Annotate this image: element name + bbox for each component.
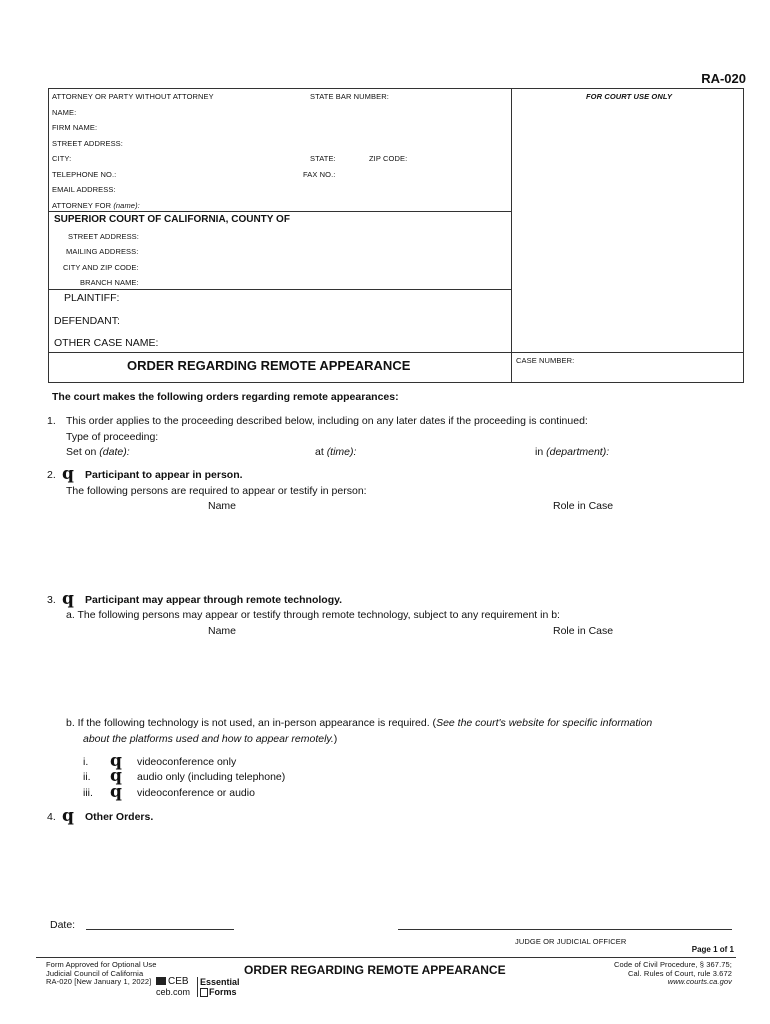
form-id: RA-020	[701, 71, 746, 86]
footer-title: ORDER REGARDING REMOTE APPEARANCE	[244, 963, 506, 977]
city-label: CITY:	[52, 154, 72, 163]
forms-text: Forms	[209, 987, 237, 997]
time-label: (time):	[326, 446, 357, 458]
item3-title: Participant may appear through remote technology.	[85, 594, 343, 606]
court-street-label: STREET ADDRESS:	[68, 232, 139, 241]
item3-checkbox[interactable]: q	[62, 589, 74, 609]
proceeding-type-label: Type of proceeding:	[66, 431, 159, 443]
item3b-italic: See the court's website for specific information	[436, 717, 653, 729]
ceb-url: ceb.com	[156, 987, 191, 997]
divider-attorney	[48, 211, 512, 212]
divider-parties	[48, 352, 512, 353]
item3b-prefix: b. If the following technology is not used, an in-person appearance is required. (	[66, 717, 437, 729]
court-title: SUPERIOR COURT OF CALIFORNIA, COUNTY OF	[54, 214, 290, 225]
street-label: STREET ADDRESS:	[52, 139, 123, 148]
item4-title: Other Orders.	[85, 811, 154, 823]
set-on-label	[66, 446, 130, 458]
option-ii-checkbox[interactable]: q	[110, 766, 122, 786]
state-label: STATE:	[310, 154, 336, 163]
item2-number: 2.	[47, 469, 56, 481]
option-ii-label: audio only (including telephone)	[137, 771, 286, 783]
in-text: in	[535, 446, 544, 458]
intro-text: The court makes the following orders regarding remote appearances:	[52, 391, 399, 403]
option-i-number: i.	[83, 756, 89, 768]
divider-case-number	[511, 352, 744, 353]
code-line-1: Code of Civil Procedure, § 367.75;	[613, 960, 732, 969]
ceb-text: CEB	[168, 976, 189, 987]
defendant-label: DEFENDANT:	[54, 315, 120, 327]
item2-text: The following persons are required to appear or testify in person:	[66, 485, 367, 497]
approved-line-2: Judicial Council of California	[46, 968, 144, 978]
attorney-for-label	[52, 201, 140, 210]
footer-rule	[36, 957, 736, 958]
attorney-label: ATTORNEY OR PARTY WITHOUT ATTORNEY	[52, 92, 214, 101]
date-line[interactable]	[86, 929, 234, 930]
code-line-2: Cal. Rules of Court, rule 3.672	[628, 968, 732, 978]
option-iii-label: videoconference or audio	[137, 787, 255, 799]
plaintiff-label: PLAINTIFF:	[64, 292, 120, 304]
essential-forms-logo	[200, 977, 240, 997]
item3-number: 3.	[47, 594, 56, 606]
item1-number: 1.	[47, 415, 56, 427]
divider-court	[48, 289, 512, 290]
item3-role-header: Role in Case	[553, 625, 614, 637]
telephone-label: TELEPHONE NO.:	[52, 170, 117, 179]
code-citation	[614, 961, 732, 987]
time-label-wrap	[315, 446, 356, 458]
item1-text: This order applies to the proceeding described below, including on any later dates if the proceeding is continued:	[66, 415, 588, 427]
forms-mark-icon	[200, 988, 208, 997]
caption-divider	[511, 88, 512, 383]
item4-checkbox[interactable]: q	[62, 806, 74, 826]
case-number-label: CASE NUMBER:	[516, 356, 575, 365]
attorney-for-name: (name):	[113, 201, 140, 210]
department-label-wrap	[535, 446, 609, 458]
state-bar-label: STATE BAR NUMBER:	[310, 92, 389, 101]
court-use-label: FOR COURT USE ONLY	[586, 92, 673, 101]
judge-label: JUDGE OR JUDICIAL OFFICER	[515, 937, 627, 946]
ceb-mark-icon	[156, 977, 166, 985]
zip-label: ZIP CODE:	[369, 154, 408, 163]
option-i-label: videoconference only	[137, 756, 237, 768]
department-label: (department):	[546, 446, 610, 458]
item3b-line2-italic: about the platforms used and how to appear remotely.	[83, 733, 334, 745]
page-number: Page 1 of 1	[691, 945, 734, 954]
item3b-line2-end: )	[333, 733, 338, 745]
essential-text: Essential	[200, 977, 240, 987]
at-text: at	[315, 446, 324, 458]
item3b-text-line1	[66, 717, 652, 729]
item3b-text-line2	[83, 733, 337, 745]
set-on-text: Set on	[66, 446, 97, 458]
other-case-label: OTHER CASE NAME:	[54, 337, 159, 349]
item2-name-header: Name	[208, 500, 237, 512]
date-label: (date):	[99, 446, 130, 458]
form-approved	[46, 961, 157, 987]
item3-name-header: Name	[208, 625, 237, 637]
item4-number: 4.	[47, 811, 56, 823]
approved-line-1: Form Approved for Optional Use	[46, 960, 157, 969]
courts-url[interactable]: www.courts.ca.gov	[667, 977, 732, 987]
option-ii-number: ii.	[83, 771, 91, 783]
court-city-label: CITY AND ZIP CODE:	[63, 263, 139, 272]
fax-label: FAX NO.:	[303, 170, 336, 179]
option-iii-number: iii.	[83, 787, 93, 799]
item2-title: Participant to appear in person.	[85, 469, 243, 481]
court-branch-label: BRANCH NAME:	[80, 278, 139, 287]
form-title: ORDER REGARDING REMOTE APPEARANCE	[127, 358, 411, 373]
option-i-checkbox[interactable]: q	[110, 751, 122, 771]
attorney-for-text: ATTORNEY FOR	[52, 201, 112, 210]
name-label: NAME:	[52, 108, 77, 117]
email-label: EMAIL ADDRESS:	[52, 185, 116, 194]
item2-role-header: Role in Case	[553, 500, 614, 512]
item2-checkbox[interactable]: q	[62, 464, 74, 484]
item3a-text: a. The following persons may appear or testify through remote technology, subject to any requirement in b:	[66, 609, 560, 621]
option-iii-checkbox[interactable]: q	[110, 782, 122, 802]
logo-divider	[197, 977, 198, 997]
court-mailing-label: MAILING ADDRESS:	[66, 247, 139, 256]
judge-signature-line[interactable]	[398, 929, 732, 930]
ceb-logo	[156, 977, 190, 997]
date-label: Date:	[50, 919, 76, 931]
firm-label: FIRM NAME:	[52, 123, 98, 132]
approved-line-3: RA-020 [New January 1, 2022]	[46, 977, 152, 987]
